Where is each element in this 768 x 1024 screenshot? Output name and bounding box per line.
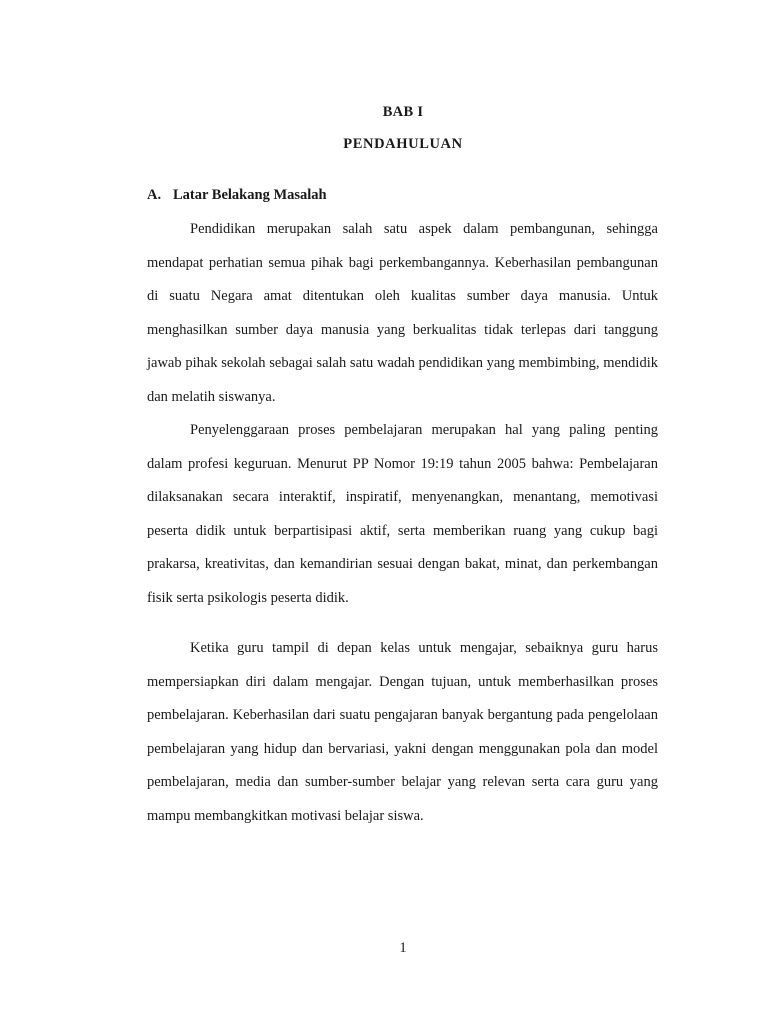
chapter-number: BAB I [382, 104, 424, 120]
section-title: Latar Belakang Masalah [173, 187, 327, 203]
body-paragraph: Pendidikan merupakan salah satu aspek dalam pembangunan, sehingga mendapat perhatian semua pihak bagi perkembangannya. Keberhasilan pembangunan di suatu Negara amat ditentukan oleh kualitas sumber daya manusia. Untuk menghasilkan sumber daya manusia yang berkualitas tidak terlepas dari tanggung jawab pihak sekolah sebagai salah satu wadah pendidikan yang membimbing, mendidik dan melatih siswanya. [147, 221, 658, 405]
body-paragraph: Penyelenggaraan proses pembelajaran merupakan hal yang paling penting dalam profesi keguruan. Menurut PP Nomor 19:19 tahun 2005 bahwa: Pembelajaran dilaksanakan secara interaktif, inspiratif, menyenangkan, menantang, memotivasi peserta didik untuk berpartisipasi aktif, serta memberikan ruang yang cukup bagi prakarsa, kreativitas, dan kemandirian sesuai dengan bakat, minat, dan perkembangan fisik serta psikologis peserta didik. [147, 422, 658, 606]
page-number: 1 [399, 940, 407, 956]
body-paragraph: Ketika guru tampil di depan kelas untuk mengajar, sebaiknya guru harus mempersiapkan diri dalam mengajar. Dengan tujuan, untuk memberhasilkan proses pembelajaran. Keberhasilan dari suatu pengajaran banyak bergantung pada pengelolaan pembelajaran yang hidup dan bervariasi, yakni dengan menggunakan pola dan model pembelajaran, media dan sumber-sumber belajar yang relevan serta cara guru yang mampu membangkitkan motivasi belajar siswa. [147, 640, 658, 824]
section-heading [147, 187, 327, 204]
chapter-title: PENDAHULUAN [343, 136, 463, 152]
section-marker: A. [147, 187, 162, 203]
